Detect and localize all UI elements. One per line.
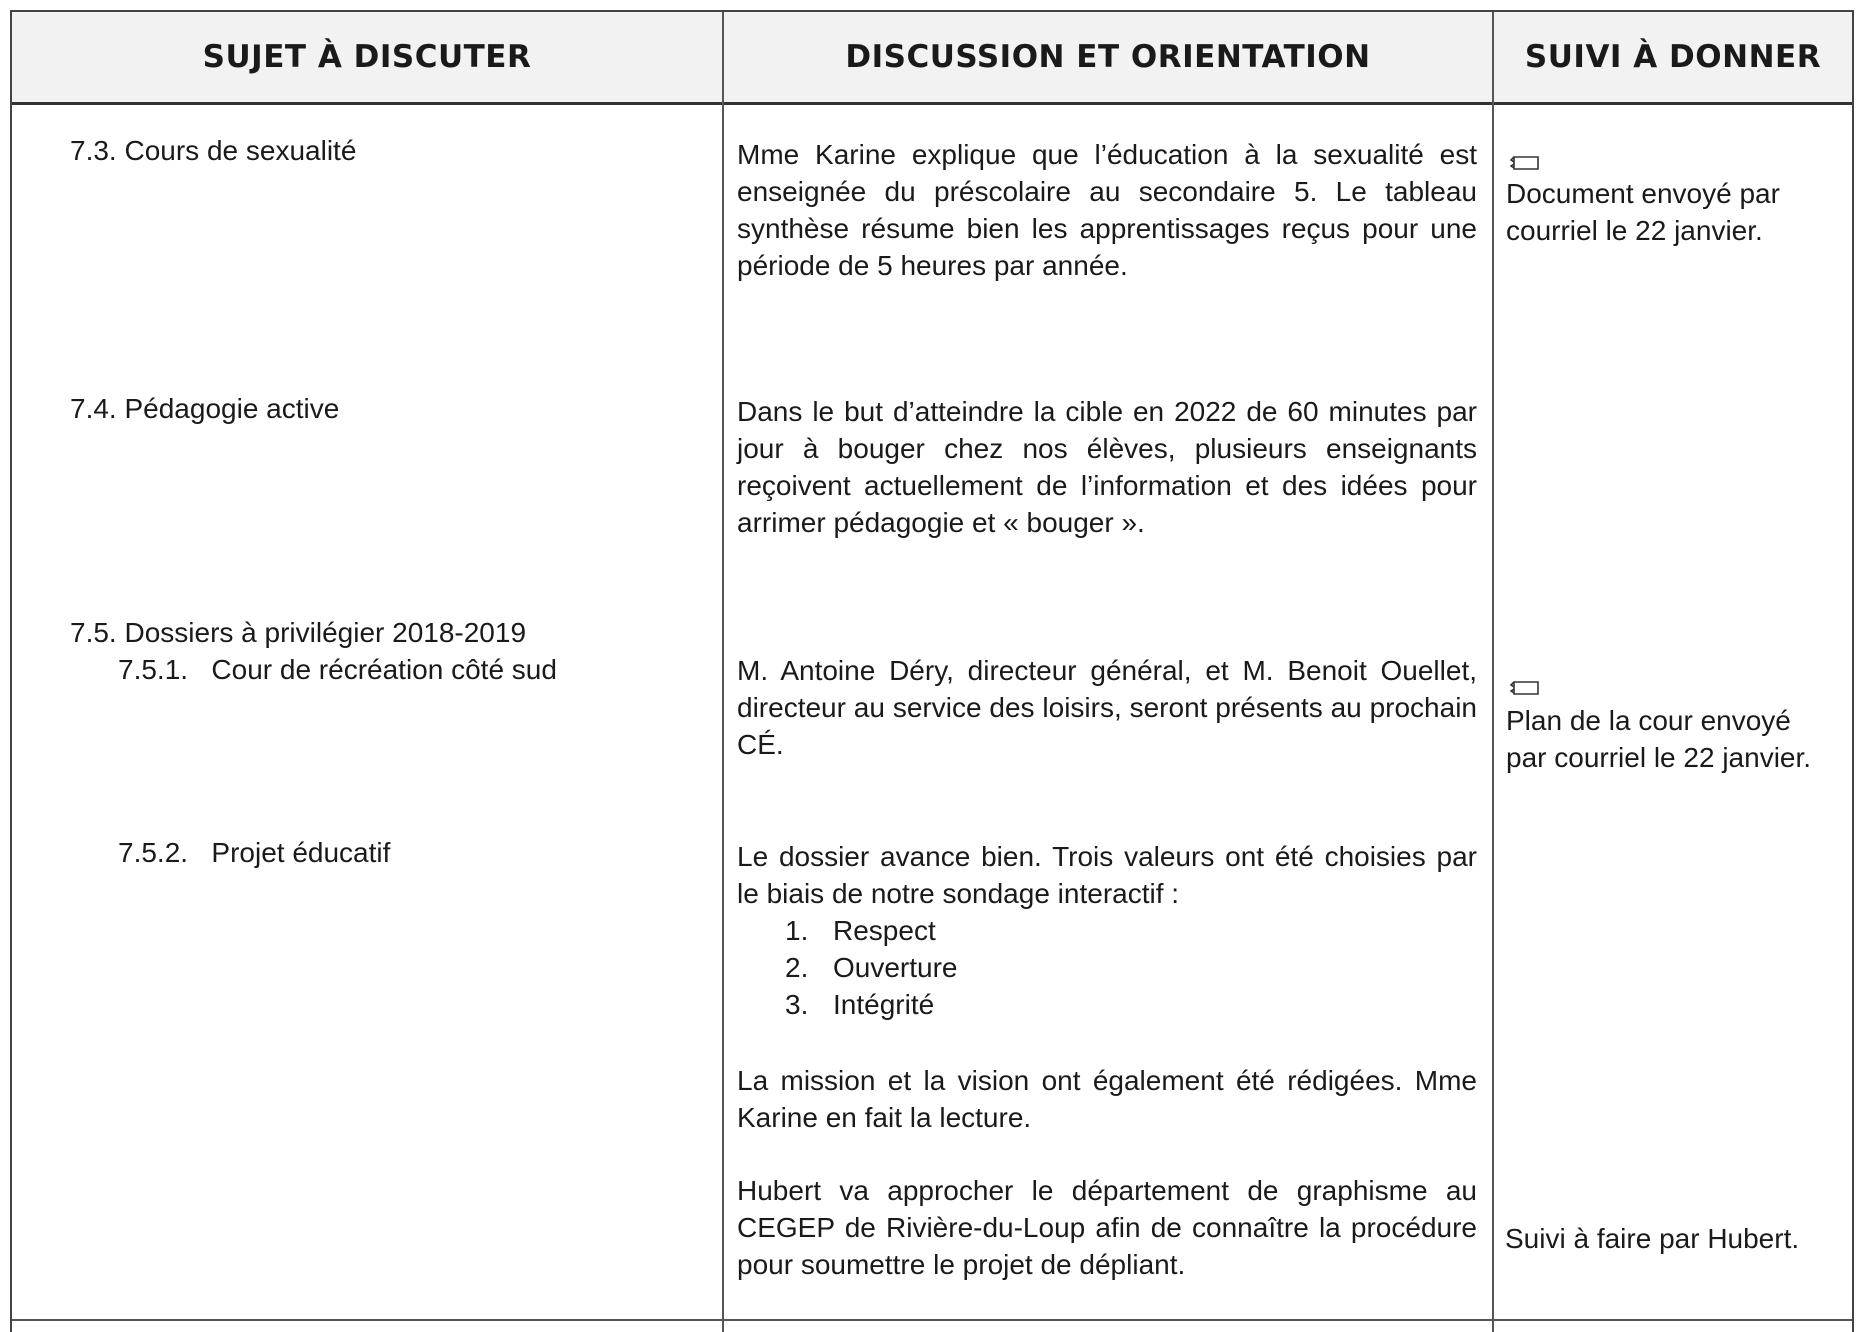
subject-7-5-1	[118, 651, 557, 688]
pointing-hand-icon	[1510, 680, 1540, 696]
discussion-7-4: Dans le but d’atteindre la cible en 2022 de 60 minutes par jour à bouger chez nos élèves, plusieurs enseignants reçoivent actuellement de l’information et des idées pour arrimer pédagogie et « bouger ».	[737, 396, 1477, 538]
subject-7-5-2-title: Projet éducatif	[211, 837, 391, 868]
followup-7-5-1: Plan de la cour envoyé par courriel le 22 janvier.	[1506, 705, 1812, 773]
discussion-7-5-1: M. Antoine Déry, directeur général, et M. Benoit Ouellet, directeur au service des loisirs, seront présents au prochain CÉ.	[737, 655, 1477, 760]
header-discussion: DISCUSSION ET ORIENTATION	[845, 39, 1371, 75]
value-label: Respect	[833, 915, 936, 946]
discussion-7-5-2-hubert: Hubert va approcher le département de graphisme au CEGEP de Rivière-du-Loup afin de connaître la procédure pour soumettre le projet de dépliant.	[737, 1175, 1477, 1280]
table-bottom-border	[12, 1319, 1852, 1321]
column-divider	[1492, 12, 1494, 1332]
value-list-item	[785, 986, 934, 1023]
subject-7-5-1-title: Cour de récréation côté sud	[211, 654, 557, 685]
value-number: 2.	[785, 952, 809, 983]
subject-7-5-2-number: 7.5.2.	[118, 837, 189, 868]
value-number: 3.	[785, 989, 809, 1020]
subject-7-5-1-number: 7.5.1.	[118, 654, 189, 685]
value-label: Intégrité	[833, 989, 935, 1020]
value-number: 1.	[785, 915, 809, 946]
subject-7-4: 7.4. Pédagogie active	[70, 393, 340, 424]
subject-7-3: 7.3. Cours de sexualité	[70, 135, 357, 166]
header-subject: SUJET À DISCUTER	[202, 39, 532, 75]
value-label: Ouverture	[833, 952, 958, 983]
value-list-item	[785, 949, 958, 986]
subject-7-5: 7.5. Dossiers à privilégier 2018-2019	[70, 617, 527, 648]
column-divider	[722, 12, 724, 1332]
followup-7-5-2: Suivi à faire par Hubert.	[1505, 1223, 1800, 1254]
followup-7-3: Document envoyé par courriel le 22 janvier.	[1506, 178, 1780, 246]
value-list-item	[785, 912, 936, 949]
discussion-7-5-2-mission: La mission et la vision ont également été rédigées. Mme Karine en fait la lecture.	[737, 1065, 1477, 1133]
header-followup: SUIVI À DONNER	[1524, 39, 1822, 75]
subject-7-5-2	[118, 834, 390, 871]
discussion-7-3: Mme Karine explique que l’éducation à la sexualité est enseignée du préscolaire au secondaire 5. Le tableau synthèse résume bien les apprentissages reçus pour une période de 5 heures par année.	[737, 139, 1477, 281]
pointing-hand-icon	[1510, 155, 1540, 171]
discussion-7-5-2-intro: Le dossier avance bien. Trois valeurs ont été choisies par le biais de notre sondage interactif :	[737, 841, 1477, 909]
